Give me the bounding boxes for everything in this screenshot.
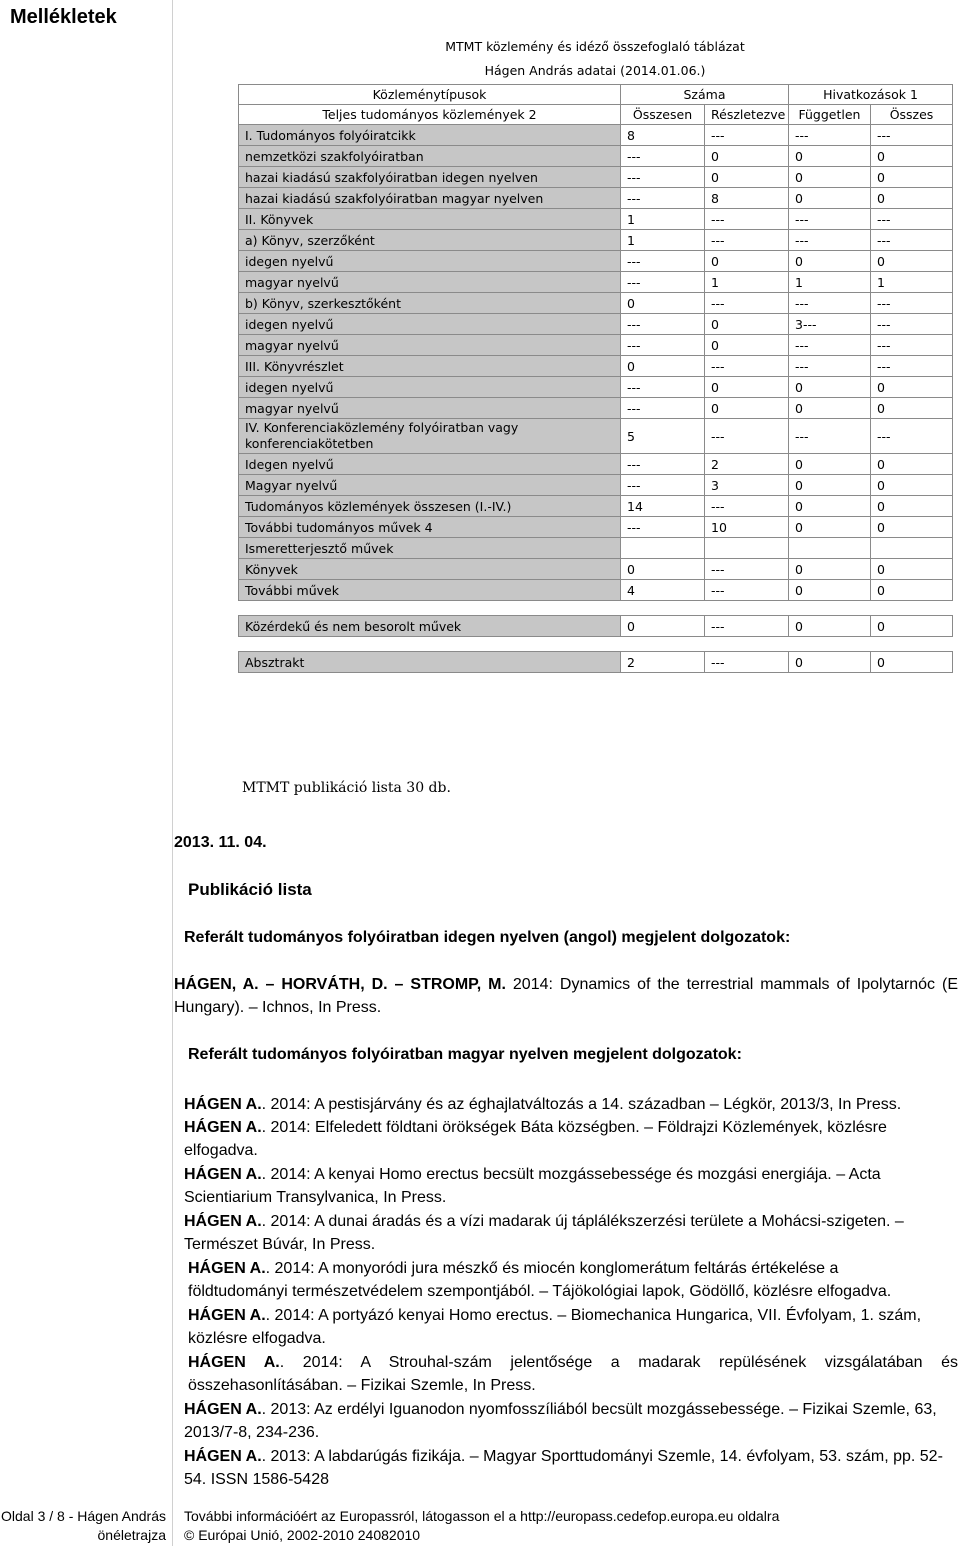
row-label: hazai kiadású szakfolyóiratban idegen nyelven bbox=[239, 167, 621, 188]
row-label: II. Könyvek bbox=[239, 209, 621, 230]
row-value: 0 bbox=[871, 580, 953, 601]
table-row bbox=[239, 559, 953, 580]
row-value: 1 bbox=[789, 272, 871, 293]
table-row bbox=[239, 538, 953, 559]
row-value: --- bbox=[621, 398, 705, 419]
row-value: 3--- bbox=[789, 314, 871, 335]
row-value: 10 bbox=[705, 517, 789, 538]
row-label: idegen nyelvű bbox=[239, 251, 621, 272]
table-row bbox=[239, 454, 953, 475]
row-value: 0 bbox=[871, 652, 953, 673]
entry-text: . 2014: A kenyai Homo erectus becsült mozgássebessége és mozgási energiája. – Acta Scientiarium Transylvanica, In Press. bbox=[184, 1166, 881, 1206]
table-spacer-row bbox=[239, 637, 953, 652]
row-value: 0 bbox=[871, 517, 953, 538]
row-value: --- bbox=[621, 272, 705, 293]
publication-entry bbox=[188, 1257, 928, 1303]
row-value: --- bbox=[705, 293, 789, 314]
row-label: idegen nyelvű bbox=[239, 314, 621, 335]
table-row bbox=[239, 314, 953, 335]
row-label: Absztrakt bbox=[239, 652, 621, 673]
row-value: --- bbox=[705, 125, 789, 146]
row-value: --- bbox=[621, 314, 705, 335]
subheader-full-publications: Teljes tudományos közlemények 2 bbox=[239, 105, 621, 125]
row-value: 0 bbox=[789, 559, 871, 580]
row-label: a) Könyv, szerzőként bbox=[239, 230, 621, 251]
row-value: 0 bbox=[871, 616, 953, 637]
entry-text: . 2013: Az erdélyi Iguanodon nyomfosszíliából becsült mozgássebessége. – Fizikai Szemle, 63, 2013/7-8, 234-236. bbox=[184, 1401, 937, 1441]
row-value: --- bbox=[871, 125, 953, 146]
publication-entry bbox=[188, 1304, 948, 1350]
row-value: 0 bbox=[871, 475, 953, 496]
row-value: --- bbox=[705, 356, 789, 377]
publication-entry bbox=[184, 1163, 924, 1209]
table-row bbox=[239, 398, 953, 419]
row-value: --- bbox=[621, 517, 705, 538]
row-value: 0 bbox=[705, 398, 789, 419]
row-label: magyar nyelvű bbox=[239, 272, 621, 293]
row-value: 0 bbox=[705, 167, 789, 188]
row-value: --- bbox=[871, 293, 953, 314]
publication-entry bbox=[184, 1116, 924, 1162]
row-value: --- bbox=[705, 230, 789, 251]
footer-page-info: Oldal 3 / 8 - Hágen András bbox=[1, 1508, 166, 1524]
row-value: --- bbox=[789, 230, 871, 251]
row-value: --- bbox=[705, 616, 789, 637]
subheader-total: Összesen bbox=[621, 105, 705, 125]
row-value: --- bbox=[789, 356, 871, 377]
table-header-row bbox=[239, 85, 953, 105]
table-row bbox=[239, 356, 953, 377]
row-value: 0 bbox=[621, 616, 705, 637]
subheader-independent: Független bbox=[789, 105, 871, 125]
row-value: --- bbox=[789, 335, 871, 356]
publication-entry bbox=[184, 1210, 924, 1256]
row-value: 2 bbox=[705, 454, 789, 475]
header-citations: Hivatkozások 1 bbox=[789, 85, 953, 105]
entry-author: HÁGEN A. bbox=[184, 1166, 262, 1183]
entry-text: . 2014: A portyázó kenyai Homo erectus. – Biomechanica Hungarica, VII. Évfolyam, 1. szám, közlésre elfogadva. bbox=[188, 1307, 922, 1347]
table-row bbox=[239, 616, 953, 637]
row-value: --- bbox=[705, 209, 789, 230]
footer-page-info-2: önéletrajza bbox=[97, 1527, 166, 1543]
mtmt-table-subtitle: Hágen András adatai (2014.01.06.) bbox=[484, 63, 706, 78]
row-value: --- bbox=[705, 496, 789, 517]
row-value: --- bbox=[789, 293, 871, 314]
table-row bbox=[239, 377, 953, 398]
table-row bbox=[239, 419, 953, 454]
mtmt-footnote: MTMT publikáció lista 30 db. bbox=[242, 780, 451, 796]
row-value: --- bbox=[871, 230, 953, 251]
row-value: --- bbox=[789, 419, 871, 454]
row-value: --- bbox=[621, 251, 705, 272]
row-value: --- bbox=[621, 167, 705, 188]
table-row bbox=[239, 251, 953, 272]
row-label: nemzetközi szakfolyóiratban bbox=[239, 146, 621, 167]
entry-text: . 2013: A labdarúgás fizikája. – Magyar Sporttudományi Szemle, 14. évfolyam, 53. szám, pp. 52-54. ISSN 1586-5428 bbox=[184, 1448, 943, 1488]
row-value: --- bbox=[789, 209, 871, 230]
table-row bbox=[239, 496, 953, 517]
row-value: 0 bbox=[621, 559, 705, 580]
entry-author: HÁGEN A. bbox=[184, 1401, 262, 1418]
row-value: 0 bbox=[789, 377, 871, 398]
mtmt-summary-table-image bbox=[238, 36, 952, 673]
row-value: 1 bbox=[871, 272, 953, 293]
row-value: --- bbox=[621, 377, 705, 398]
row-value: 0 bbox=[621, 293, 705, 314]
entry-author: HÁGEN A. bbox=[184, 1096, 262, 1113]
row-value: 0 bbox=[789, 517, 871, 538]
document-date: 2013. 11. 04. bbox=[174, 834, 267, 851]
row-value: 0 bbox=[871, 559, 953, 580]
publication-entry bbox=[188, 1351, 958, 1397]
table-row bbox=[239, 517, 953, 538]
section-heading-foreign: Referált tudományos folyóiratban idegen nyelven (angol) megjelent dolgozatok: bbox=[184, 929, 791, 946]
row-value: 0 bbox=[705, 146, 789, 167]
table-row bbox=[239, 230, 953, 251]
row-value: 0 bbox=[871, 251, 953, 272]
row-label: idegen nyelvű bbox=[239, 377, 621, 398]
subheader-all: Összes bbox=[871, 105, 953, 125]
row-value: 0 bbox=[789, 167, 871, 188]
row-label: Magyar nyelvű bbox=[239, 475, 621, 496]
row-value: 1 bbox=[705, 272, 789, 293]
entry-text: . 2014: Elfeledett földtani örökségek Báta községben. – Földrajzi Közlemények, közlésre elfogadva. bbox=[184, 1119, 887, 1159]
publication-entry bbox=[184, 1093, 924, 1116]
row-value: 3 bbox=[705, 475, 789, 496]
row-value: 1 bbox=[621, 209, 705, 230]
row-value: --- bbox=[871, 335, 953, 356]
row-value: 0 bbox=[871, 398, 953, 419]
entry-author: HÁGEN A. bbox=[184, 1213, 262, 1230]
row-label: További tudományos művek 4 bbox=[239, 517, 621, 538]
row-value: 0 bbox=[789, 616, 871, 637]
table-row bbox=[239, 146, 953, 167]
row-value: --- bbox=[621, 188, 705, 209]
row-value: 14 bbox=[621, 496, 705, 517]
row-value: --- bbox=[871, 356, 953, 377]
row-value bbox=[621, 538, 705, 559]
row-label: IV. Konferenciaközlemény folyóiratban vagy konferenciakötetben bbox=[239, 419, 621, 454]
sidebar-divider bbox=[172, 0, 173, 1546]
row-value: --- bbox=[705, 559, 789, 580]
subheader-detailed: Részletezve bbox=[705, 105, 789, 125]
row-value: 0 bbox=[871, 188, 953, 209]
publication-list-title: Publikáció lista bbox=[188, 880, 312, 899]
row-label: Ismeretterjesztő művek bbox=[239, 538, 621, 559]
row-value: 0 bbox=[789, 652, 871, 673]
row-value: 0 bbox=[789, 475, 871, 496]
table-row bbox=[239, 580, 953, 601]
row-value: 8 bbox=[621, 125, 705, 146]
publication-entry bbox=[184, 1398, 944, 1444]
row-value: 8 bbox=[705, 188, 789, 209]
table-subheader-row bbox=[239, 105, 953, 125]
section-heading-hungarian: Referált tudományos folyóiratban magyar nyelven megjelent dolgozatok: bbox=[188, 1046, 742, 1063]
row-value: 0 bbox=[705, 314, 789, 335]
row-value: 5 bbox=[621, 419, 705, 454]
header-count: Száma bbox=[621, 85, 789, 105]
table-row bbox=[239, 652, 953, 673]
row-value: 0 bbox=[871, 454, 953, 475]
footer-copyright: © Európai Unió, 2002-2010 24082010 bbox=[184, 1527, 421, 1543]
entry-author: HÁGEN A. bbox=[188, 1354, 280, 1371]
row-value: 0 bbox=[789, 146, 871, 167]
row-value: 0 bbox=[789, 188, 871, 209]
section-title: Mellékletek bbox=[10, 6, 117, 28]
row-value bbox=[871, 538, 953, 559]
row-value: 0 bbox=[871, 377, 953, 398]
entry-text: 2014: Dynamics of the terrestrial mammals of Ipolytarnóc (E Hungary). – Ichnos, In Press. bbox=[174, 976, 958, 1016]
spacer-cell bbox=[239, 637, 953, 652]
spacer-cell bbox=[239, 601, 953, 616]
row-value: --- bbox=[871, 419, 953, 454]
table-row bbox=[239, 167, 953, 188]
entry-text: . 2014: A dunai áradás és a vízi madarak új táplálékszerzési területe a Mohácsi-szigeten. – Természet Búvár, In Press. bbox=[184, 1213, 904, 1253]
mtmt-table bbox=[238, 84, 953, 673]
table-spacer-row bbox=[239, 601, 953, 616]
row-value: 2 bbox=[621, 652, 705, 673]
row-label: Tudományos közlemények összesen (I.-IV.) bbox=[239, 496, 621, 517]
row-value: 4 bbox=[621, 580, 705, 601]
row-value: 0 bbox=[789, 454, 871, 475]
entry-text: . 2014: A Strouhal-szám jelentősége a madarak repülésének vizsgálatában és összehasonlításában. – Fizikai Szemle, In Press. bbox=[188, 1354, 959, 1394]
row-value: --- bbox=[789, 125, 871, 146]
entry-author: HÁGEN A. bbox=[184, 1119, 262, 1136]
row-label: III. Könyvrészlet bbox=[239, 356, 621, 377]
row-value: 1 bbox=[621, 230, 705, 251]
table-row bbox=[239, 188, 953, 209]
mtmt-table-title: MTMT közlemény és idéző összefoglaló táblázat bbox=[445, 39, 745, 54]
row-label: Közérdekű és nem besorolt művek bbox=[239, 616, 621, 637]
row-label: hazai kiadású szakfolyóiratban magyar nyelven bbox=[239, 188, 621, 209]
entry-authors: HÁGEN, A. – HORVÁTH, D. – STROMP, M. bbox=[174, 976, 506, 993]
entry-author: HÁGEN A. bbox=[188, 1260, 266, 1277]
row-value bbox=[789, 538, 871, 559]
row-value: 0 bbox=[871, 146, 953, 167]
row-value bbox=[705, 538, 789, 559]
row-label: magyar nyelvű bbox=[239, 335, 621, 356]
row-value: 0 bbox=[789, 496, 871, 517]
entry-text: . 2014: A pestisjárvány és az éghajlatváltozás a 14. században – Légkör, 2013/3, In Press. bbox=[261, 1096, 902, 1113]
header-publication-types: Közleménytípusok bbox=[239, 85, 621, 105]
row-value: 0 bbox=[789, 580, 871, 601]
table-row bbox=[239, 125, 953, 146]
table-row bbox=[239, 293, 953, 314]
entry-text: . 2014: A monyoródi jura mészkő és miocén konglomerátum feltárás értékelése a földtudományi természetvédelem szempontjából. – Tájökológiai lapok, Gödöllő, közlésre elfogadva. bbox=[188, 1260, 892, 1300]
row-label: magyar nyelvű bbox=[239, 398, 621, 419]
row-label: I. Tudományos folyóiratcikk bbox=[239, 125, 621, 146]
publication-entry bbox=[174, 973, 958, 1019]
table-row bbox=[239, 272, 953, 293]
row-value: --- bbox=[621, 475, 705, 496]
row-value: 0 bbox=[621, 356, 705, 377]
table-row bbox=[239, 335, 953, 356]
row-label: Idegen nyelvű bbox=[239, 454, 621, 475]
row-value: --- bbox=[705, 419, 789, 454]
table-row bbox=[239, 209, 953, 230]
publication-entry bbox=[184, 1445, 944, 1491]
footer-europass-info: További információért az Europassról, látogasson el a http://europass.cedefop.europa.eu oldalra bbox=[184, 1508, 780, 1524]
row-value: --- bbox=[705, 580, 789, 601]
table-row bbox=[239, 475, 953, 496]
row-value: --- bbox=[705, 652, 789, 673]
row-value: 0 bbox=[789, 398, 871, 419]
row-value: --- bbox=[871, 314, 953, 335]
row-value: --- bbox=[871, 209, 953, 230]
row-value: 0 bbox=[705, 251, 789, 272]
row-value: --- bbox=[621, 146, 705, 167]
row-value: 0 bbox=[871, 496, 953, 517]
row-value: 0 bbox=[705, 335, 789, 356]
row-label: b) Könyv, szerkesztőként bbox=[239, 293, 621, 314]
row-value: 0 bbox=[705, 377, 789, 398]
row-label: Könyvek bbox=[239, 559, 621, 580]
row-label: További művek bbox=[239, 580, 621, 601]
entry-author: HÁGEN A. bbox=[184, 1448, 262, 1465]
entry-author: HÁGEN A. bbox=[188, 1307, 266, 1324]
row-value: --- bbox=[621, 454, 705, 475]
row-value: --- bbox=[621, 335, 705, 356]
row-value: 0 bbox=[871, 167, 953, 188]
row-value: 0 bbox=[789, 251, 871, 272]
